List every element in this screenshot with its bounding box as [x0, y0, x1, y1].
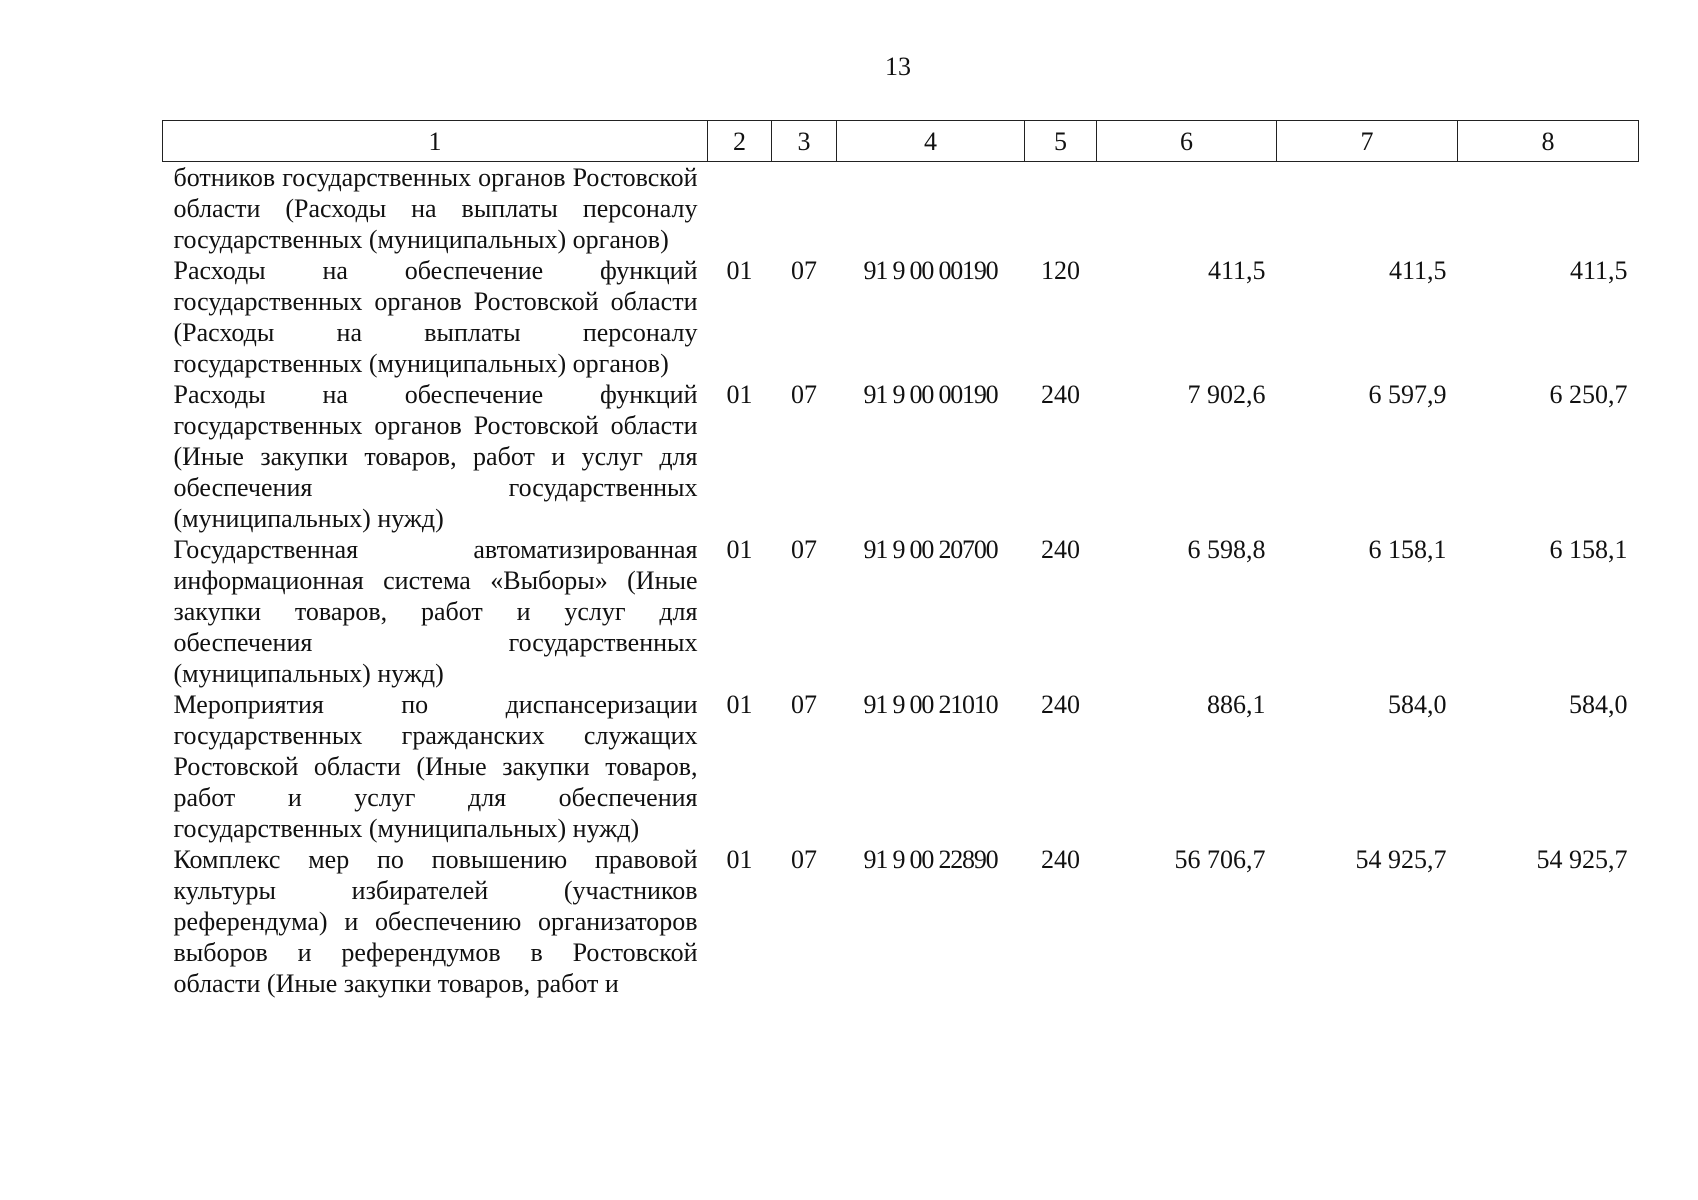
header-col-2: 2 [708, 121, 772, 162]
row-section: 01 [726, 845, 753, 874]
header-col-7: 7 [1277, 121, 1458, 162]
row-amount-col6 [1097, 162, 1277, 256]
row-subsection [772, 162, 837, 256]
row-amount-col7: 411,5 [1388, 256, 1447, 285]
header-col-1: 1 [163, 121, 708, 162]
row-amount-col8 [1458, 162, 1639, 256]
page-number: 13 [885, 52, 911, 81]
row-amount-col6: 411,5 [1207, 256, 1266, 285]
row-amount-col8: 54 925,7 [1536, 845, 1628, 874]
table-row [163, 844, 1639, 999]
row-target-code: 91 9 00 00190 [863, 380, 998, 409]
row-amount-col8: 6 158,1 [1549, 535, 1628, 564]
row-amount-col6: 886,1 [1207, 690, 1266, 719]
row-section: 01 [726, 690, 753, 719]
row-subsection: 07 [791, 845, 817, 874]
row-amount-col7 [1277, 162, 1458, 256]
row-amount-col7: 6 597,9 [1368, 380, 1447, 409]
row-amount-col8: 6 250,7 [1549, 380, 1628, 409]
row-amount-col8: 584,0 [1569, 690, 1628, 719]
row-expense-type [1025, 162, 1097, 256]
header-col-6: 6 [1097, 121, 1277, 162]
row-amount-col6: 7 902,6 [1187, 380, 1266, 409]
row-section: 01 [726, 380, 753, 409]
row-amount-col6: 56 706,7 [1174, 845, 1266, 874]
row-target-code: 91 9 00 00190 [863, 256, 998, 285]
row-description: Государственная автоматизированная информационная система «Выборы» (Иные закупки товаров, работ и услуг для обеспечения государственных (муниципальных) нужд) [173, 535, 698, 688]
row-amount-col7: 584,0 [1388, 690, 1447, 719]
table-row [163, 534, 1639, 689]
table-row [163, 255, 1639, 379]
table-row [163, 162, 1639, 256]
row-expense-type: 240 [1041, 845, 1080, 874]
row-description: Мероприятия по диспансеризации государственных гражданских служащих Ростовской области (Иные закупки товаров, работ и услуг для обеспечения государственных (муниципальных) нужд) [173, 690, 698, 843]
row-section [708, 162, 772, 256]
row-description: Расходы на обеспечение функций государственных органов Ростовской области (Расходы на выплаты персоналу государственных (муниципальных) органов) [173, 256, 698, 378]
row-description: Комплекс мер по повышению правовой культуры избирателей (участников референдума) и обеспечению организаторов выборов и референдумов в Ростовской области (Иные закупки товаров, работ и [173, 845, 698, 998]
header-col-5: 5 [1025, 121, 1097, 162]
row-description: Расходы на обеспечение функций государственных органов Ростовской области (Иные закупки товаров, работ и услуг для обеспечения государственных (муниципальных) нужд) [173, 380, 698, 533]
row-subsection: 07 [791, 690, 817, 719]
budget-table [162, 120, 1639, 999]
row-section: 01 [726, 256, 753, 285]
row-subsection: 07 [791, 380, 817, 409]
row-expense-type: 120 [1041, 256, 1080, 285]
row-expense-type: 240 [1041, 535, 1080, 564]
row-amount-col8: 411,5 [1569, 256, 1628, 285]
row-amount-col7: 6 158,1 [1368, 535, 1447, 564]
table-row [163, 689, 1639, 844]
row-target-code: 91 9 00 20700 [863, 535, 998, 564]
row-description: ботников государственных органов Ростовской области (Расходы на выплаты персоналу государственных (муниципальных) органов) [173, 163, 698, 254]
row-expense-type: 240 [1041, 380, 1080, 409]
header-col-4: 4 [837, 121, 1025, 162]
row-target-code [837, 162, 1025, 256]
header-row [163, 121, 1639, 162]
header-col-3: 3 [772, 121, 837, 162]
row-amount-col7: 54 925,7 [1355, 845, 1447, 874]
row-target-code: 91 9 00 22890 [863, 845, 998, 874]
row-expense-type: 240 [1041, 690, 1080, 719]
table-row [163, 379, 1639, 534]
row-subsection: 07 [791, 256, 817, 285]
header-col-8: 8 [1458, 121, 1639, 162]
row-amount-col6: 6 598,8 [1187, 535, 1266, 564]
row-subsection: 07 [791, 535, 817, 564]
row-section: 01 [726, 535, 753, 564]
row-target-code: 91 9 00 21010 [863, 690, 998, 719]
